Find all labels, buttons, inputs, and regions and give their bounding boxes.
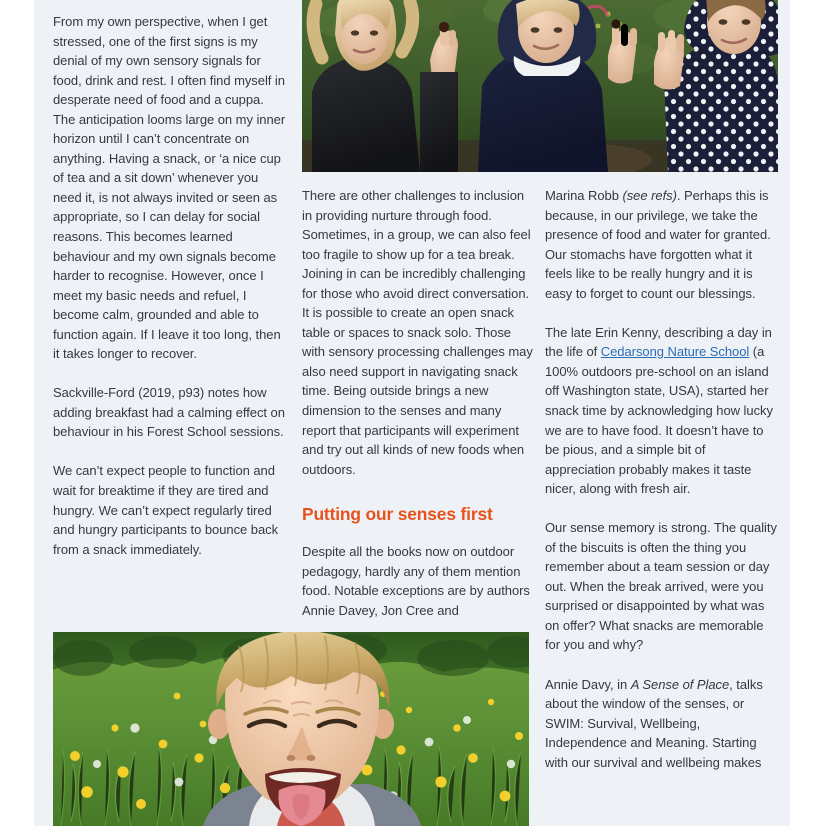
children-with-berries-photo (302, 0, 778, 172)
paragraph: There are other challenges to inclusion in providing nurture through food. Sometimes, in a group, we can also feel too fragile to show up for a tea break. Joining in can be incredibly challenging for those who avoid direct conversation. It is possible to create an open snack table or spaces to snack solo. Those with sensory processing challenges may also need support in navigating snack time. Being outside brings a new dimension to the senses and many report that participants will experiment and try out all kinds of new foods when outdoors. (302, 188, 533, 477)
middle-text-column (302, 186, 534, 620)
italic-see-refs: (see refs) (622, 188, 677, 203)
boy-pulling-face-in-meadow-photo (53, 632, 529, 826)
left-text-column (53, 12, 286, 559)
paragraph (545, 675, 777, 773)
text-run: , talks about the window of the senses, or SWIM: Survival, Wellbeing, Independence and Meaning. Starting with our survival and wellbeing makes (545, 676, 763, 770)
paragraph: We can’t expect people to function and wait for breaktime if they are tired and hungry. We can’t expect regularly tired and hungry participants to bounce back from a snack immediately. (53, 463, 279, 557)
cedarsong-nature-school-link[interactable]: Cedarsong Nature School (600, 344, 750, 360)
paragraph (545, 186, 777, 303)
text-run: . Perhaps this is because, in our privilege, we take the presence of food and water for granted. Our stomachs have forgotten what it feels like to be really hungry and it is easy to forget to count our blessings. (545, 188, 771, 301)
text-run: Marina Robb (545, 188, 623, 203)
children-with-berries-illustration (302, 0, 778, 172)
paragraph (545, 323, 777, 499)
text-run: (a 100% outdoors pre-school on an island off Washington state, USA), started her snack time by acknowledging how lucky we are to have food. It doesn’t have to be pious, and a simple bit of appreciation probably makes it taste nicer, along with fresh air. (545, 344, 773, 497)
italic-book-title: A Sense of Place (630, 676, 730, 692)
text-run: Annie Davy, in (545, 676, 631, 692)
right-text-column (545, 186, 777, 772)
text-run: The late Erin Kenny, describing a day in the life of (545, 324, 772, 360)
boy-in-meadow-illustration (53, 632, 529, 826)
magazine-page (34, 0, 790, 826)
paragraph: From my own perspective, when I get stressed, one of the first signs is my denial of my own sensory signals for food, drink and rest. I often find myself in desperate need of food and a cuppa. The anticipation looms large on my inner horizon until I can’t concentrate on anything. Having a snack, or ‘a nice cup of tea and a sit down’ whenever you need it, is not always invited or seen as appropriate, so I can delay for social reasons. This becomes learned behaviour and my own signals become harder to recognise. However, once I meet my basic needs and refuel, I become calm, grounded and able to function again. If I leave it too long, then it takes longer to recover. (53, 14, 286, 362)
paragraph: Our sense memory is strong. The quality of the biscuits is often the thing you remember about a team session or day out. When the break arrived, were you surprised or disappointed by what was on offer? What snacks are memorable for you and why? (545, 520, 777, 653)
paragraph: Despite all the books now on outdoor pedagogy, hardly any of them mention food. Notable exceptions are by authors Annie Davey, Jon Cree and (302, 544, 530, 618)
section-heading: Putting our senses first (302, 504, 493, 525)
paragraph: Sackville-Ford (2019, p93) notes how adding breakfast had a calming effect on behaviour in his Forest School sessions. (53, 385, 285, 440)
